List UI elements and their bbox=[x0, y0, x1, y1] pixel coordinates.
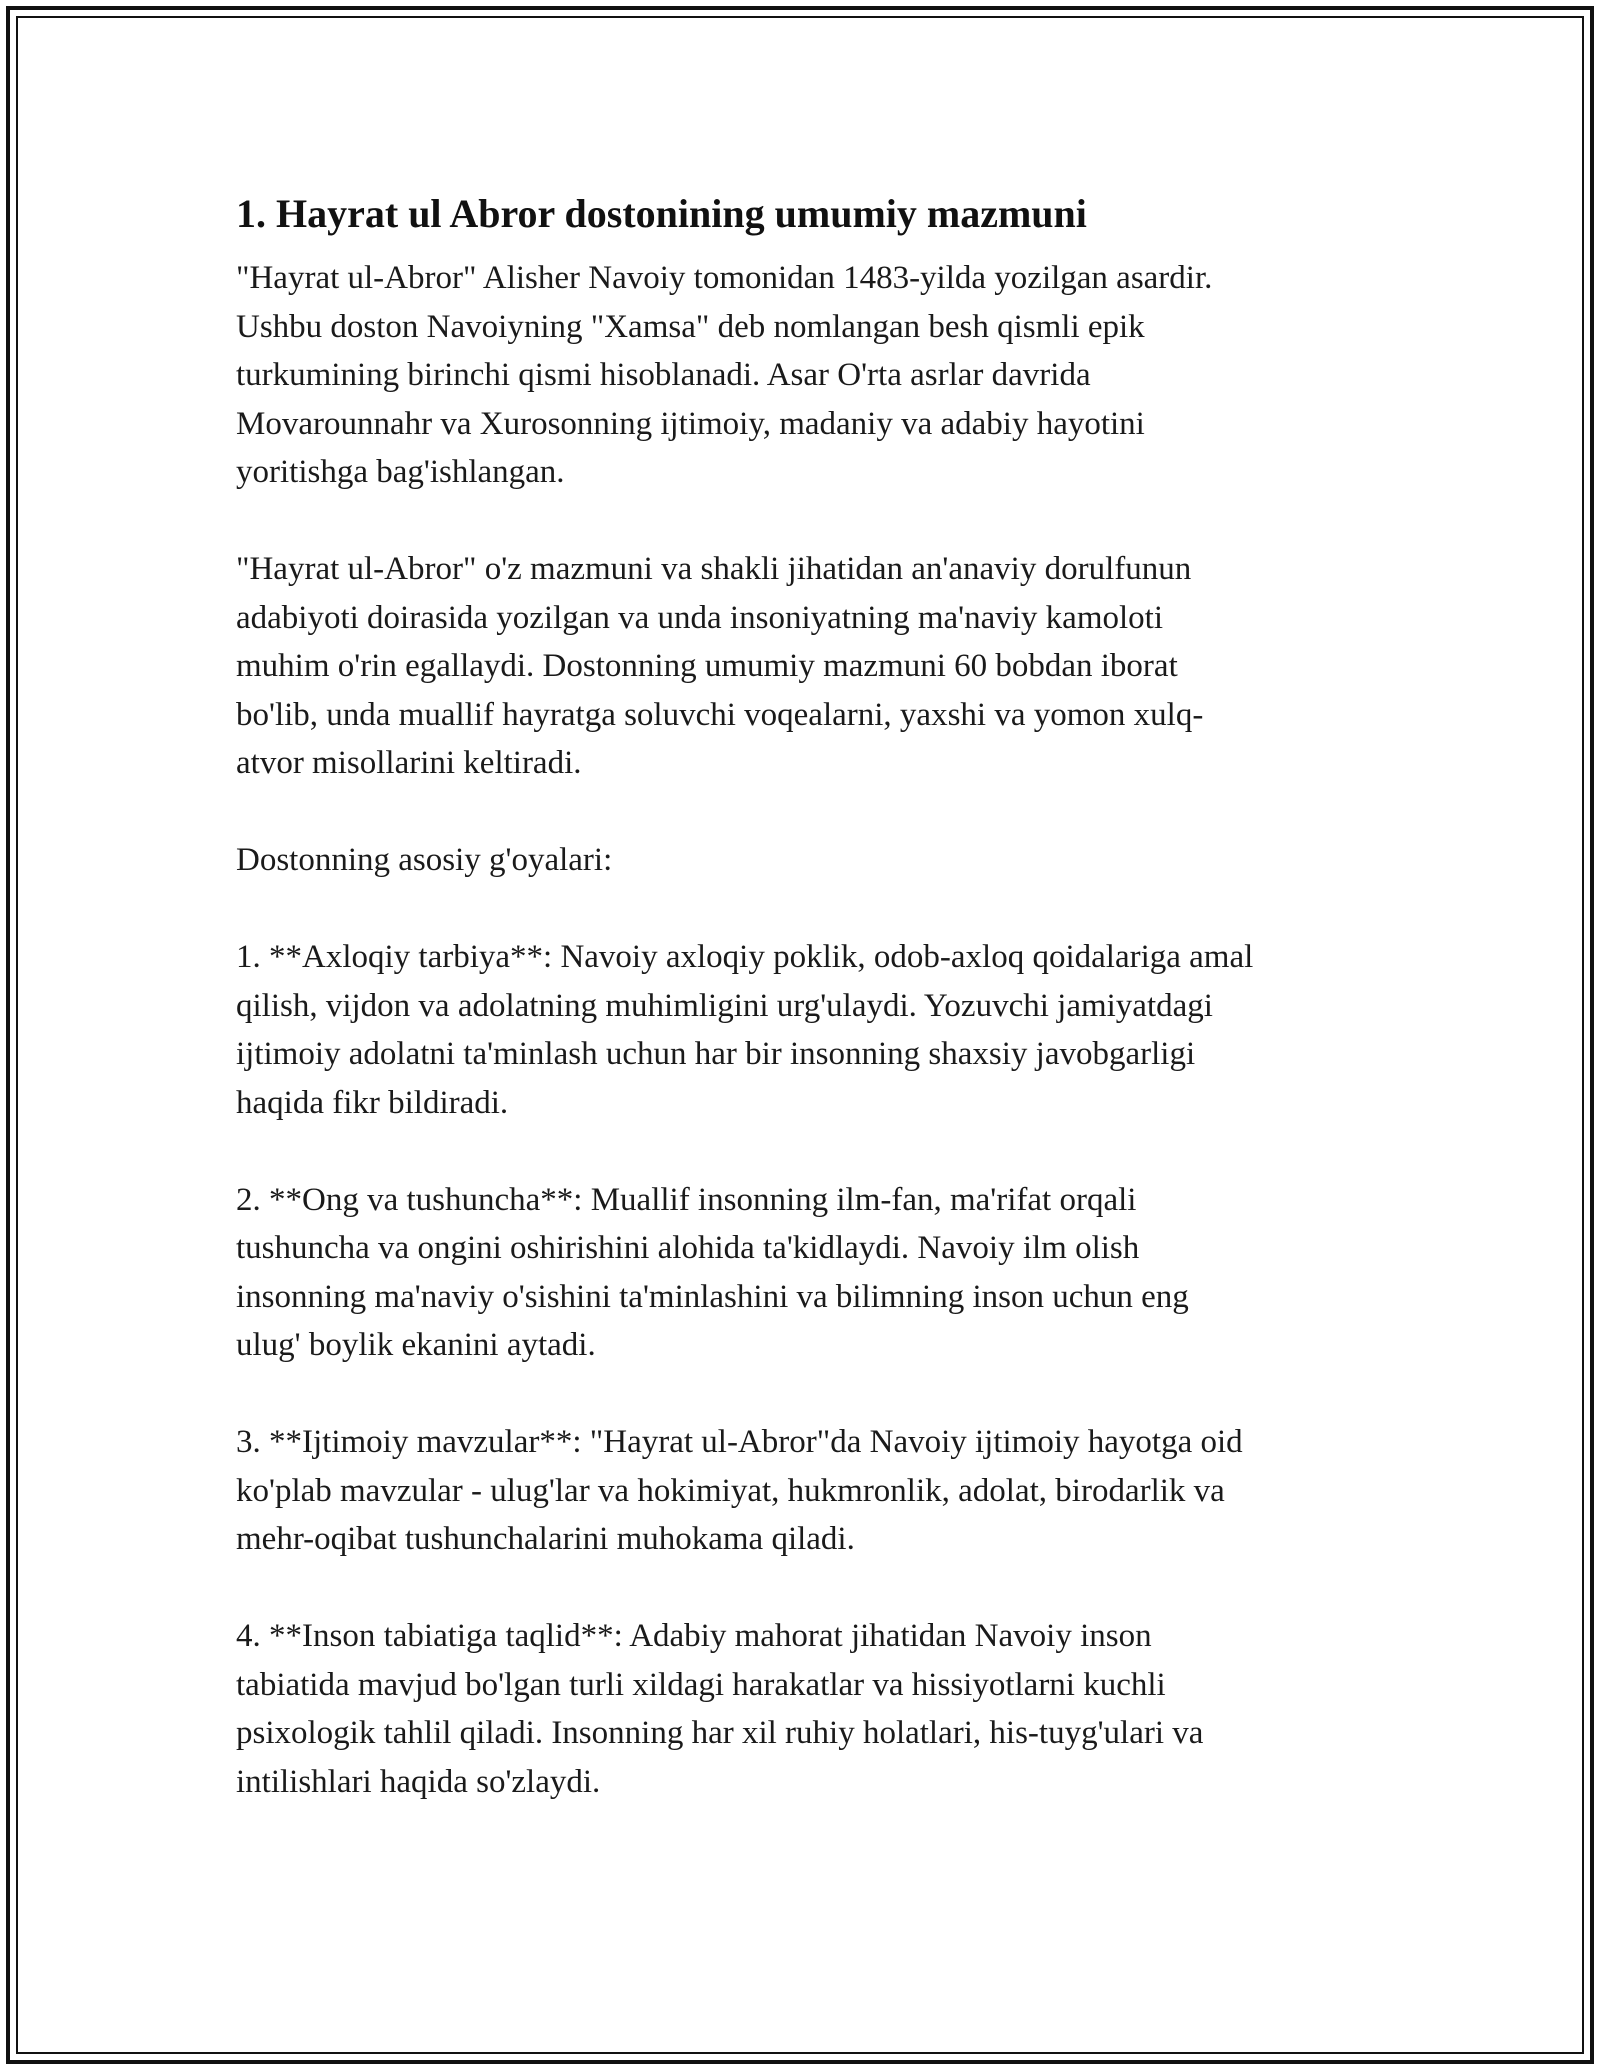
paragraph-idea-3 bbox=[236, 1418, 1376, 1564]
text-line: turkumining birinchi qismi hisoblanadi. Asar O'rta asrlar davrida bbox=[236, 357, 1091, 393]
text-line: intilishlari haqida so'zlaydi. bbox=[236, 1763, 601, 1800]
text-line: qilish, vijdon va adolatning muhimligini urg'ulaydi. Yozuvchi jamiyatdagi bbox=[236, 987, 1213, 1024]
text-line: adabiyoti doirasida yozilgan va unda insoniyatning ma'naviy kamoloti bbox=[236, 599, 1163, 636]
text-line: atvor misollarini keltiradi. bbox=[236, 745, 582, 781]
text-line: tushuncha va ongini oshirishini alohida ta'kidlaydi. Navoiy ilm olish bbox=[236, 1230, 1140, 1266]
text-line: 2. **Ong va tushuncha**: Muallif insonning ilm-fan, ma'rifat orqali bbox=[236, 1181, 1137, 1218]
text-line: ulug' boylik ekanini aytadi. bbox=[236, 1327, 596, 1363]
text-line: bo'lib, unda muallif hayratga soluvchi voqealarni, yaxshi va yomon xulq- bbox=[236, 696, 1204, 733]
text-line: tabiatida mavjud bo'lgan turli xildagi harakatlar va hissiyotlarni kuchli bbox=[236, 1666, 1166, 1703]
text-line: "Hayrat ul-Abror" Alisher Navoiy tomonidan 1483-yilda yozilgan asardir. bbox=[236, 260, 1213, 296]
text-line: 4. **Inson tabiatiga taqlid**: Adabiy mahorat jihatidan Navoiy inson bbox=[236, 1618, 1152, 1654]
paragraph-content bbox=[236, 545, 1376, 788]
paragraph-idea-4 bbox=[236, 1612, 1376, 1806]
document-title: 1. Hayrat ul Abror dostonining umumiy mazmuni bbox=[236, 191, 1087, 236]
paragraph-idea-1 bbox=[236, 933, 1376, 1127]
text-line: 3. **Ijtimoiy mavzular**: "Hayrat ul-Abror"da Navoiy ijtimoiy hayotga oid bbox=[236, 1424, 1243, 1460]
paragraph-intro bbox=[236, 254, 1376, 497]
text-line: insonning ma'naviy o'sishini ta'minlashini va bilimning inson uchun eng bbox=[236, 1278, 1189, 1315]
text-line: Movarounnahr va Xurosonning ijtimoiy, madaniy va adabiy hayotini bbox=[236, 405, 1145, 442]
text-line: mehr-oqibat tushunchalarini muhokama qiladi. bbox=[236, 1521, 855, 1557]
text-line: 1. **Axloqiy tarbiya**: Navoiy axloqiy poklik, odob-axloq qoidalariga amal bbox=[236, 939, 1254, 975]
text-line: ijtimoiy adolatni ta'minlash uchun har bir insonning shaxsiy javobgarligi bbox=[236, 1036, 1196, 1072]
document-body bbox=[236, 186, 1376, 1855]
text-line: haqida fikr bildiradi. bbox=[236, 1084, 509, 1121]
text-line: muhim o'rin egallaydi. Dostonning umumiy mazmuni 60 bobdan iborat bbox=[236, 648, 1178, 684]
text-line: psixologik tahlil qiladi. Insonning har xil ruhiy holatlari, his-tuyg'ulari va bbox=[236, 1715, 1204, 1751]
text-line: yoritishga bag'ishlangan. bbox=[236, 454, 565, 490]
text-line: ko'plab mavzular - ulug'lar va hokimiyat, hukmronlik, adolat, birodarlik va bbox=[236, 1472, 1225, 1509]
text-line: Dostonning asosiy g'oyalari: bbox=[236, 842, 613, 878]
paragraph-idea-2 bbox=[236, 1176, 1376, 1370]
text-line: "Hayrat ul-Abror" o'z mazmuni va shakli jihatidan an'anaviy dorulfunun bbox=[236, 551, 1192, 587]
paragraph-ideas-heading bbox=[236, 836, 1376, 885]
text-line: Ushbu doston Navoiyning "Xamsa" deb nomlangan besh qismli epik bbox=[236, 308, 1145, 345]
